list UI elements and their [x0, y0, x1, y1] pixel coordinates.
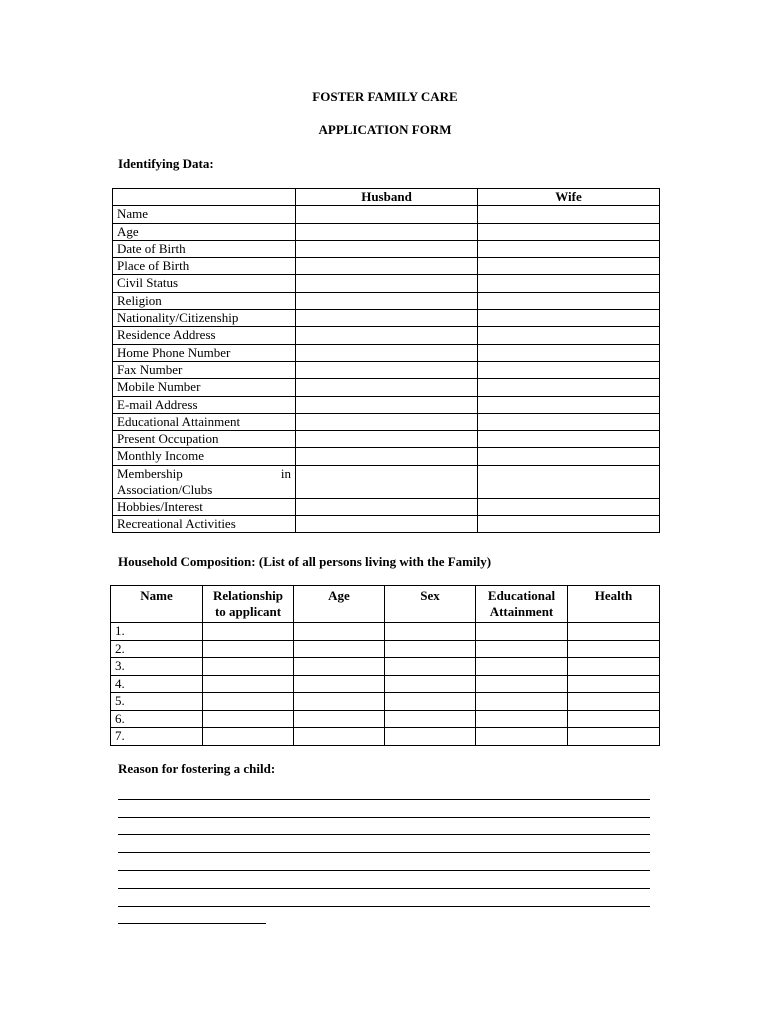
wife-value-cell[interactable] [478, 396, 660, 413]
household-cell[interactable] [476, 623, 568, 641]
row-number[interactable]: 3. [111, 658, 203, 676]
row-number[interactable]: 1. [111, 623, 203, 641]
table-row [113, 498, 660, 515]
household-cell[interactable] [294, 640, 385, 658]
name-column-header: Name [111, 586, 203, 623]
husband-value-cell[interactable] [296, 413, 478, 430]
husband-value-cell[interactable] [296, 465, 478, 498]
table-row [113, 379, 660, 396]
table-row [113, 396, 660, 413]
household-cell[interactable] [385, 640, 476, 658]
field-label: E-mail Address [113, 396, 296, 413]
field-label: Home Phone Number [113, 344, 296, 361]
husband-value-cell[interactable] [296, 310, 478, 327]
husband-value-cell[interactable] [296, 240, 478, 257]
household-cell[interactable] [203, 728, 294, 746]
wife-value-cell[interactable] [478, 310, 660, 327]
wife-value-cell[interactable] [478, 465, 660, 498]
row-number[interactable]: 4. [111, 675, 203, 693]
household-cell[interactable] [203, 658, 294, 676]
field-label: Age [113, 223, 296, 240]
field-label: Religion [113, 292, 296, 309]
household-cell[interactable] [385, 693, 476, 711]
row-number[interactable]: 7. [111, 728, 203, 746]
household-cell[interactable] [294, 658, 385, 676]
table-row [113, 310, 660, 327]
field-label: Residence Address [113, 327, 296, 344]
husband-value-cell[interactable] [296, 516, 478, 533]
answer-line[interactable] [118, 853, 650, 871]
wife-value-cell[interactable] [478, 258, 660, 275]
wife-value-cell[interactable] [478, 240, 660, 257]
educational-attainment-column-header: Educational Attainment [476, 586, 568, 623]
household-cell[interactable] [476, 710, 568, 728]
husband-value-cell[interactable] [296, 327, 478, 344]
answer-line[interactable] [118, 835, 650, 853]
answer-line[interactable] [118, 818, 650, 836]
wife-value-cell[interactable] [478, 413, 660, 430]
wife-value-cell[interactable] [478, 498, 660, 515]
table-row [111, 623, 660, 641]
table-row [113, 431, 660, 448]
table-row [111, 693, 660, 711]
field-label: Civil Status [113, 275, 296, 292]
field-label-membership: Membership in Association/Clubs [113, 465, 296, 498]
row-number[interactable]: 6. [111, 710, 203, 728]
husband-value-cell[interactable] [296, 396, 478, 413]
relationship-column-header: Relationship to applicant [203, 586, 294, 623]
household-cell[interactable] [203, 640, 294, 658]
wife-value-cell[interactable] [478, 448, 660, 465]
field-label: Place of Birth [113, 258, 296, 275]
household-cell[interactable] [476, 693, 568, 711]
table-row [113, 465, 660, 498]
table-row [113, 275, 660, 292]
husband-value-cell[interactable] [296, 258, 478, 275]
sex-column-header: Sex [385, 586, 476, 623]
table-row [113, 327, 660, 344]
husband-column-header: Husband [296, 189, 478, 206]
answer-line[interactable] [118, 800, 650, 818]
household-cell[interactable] [294, 710, 385, 728]
husband-value-cell[interactable] [296, 448, 478, 465]
field-label: Fax Number [113, 361, 296, 378]
wife-value-cell[interactable] [478, 379, 660, 396]
household-cell[interactable] [385, 710, 476, 728]
household-cell[interactable] [203, 710, 294, 728]
health-column-header: Health [568, 586, 660, 623]
answer-line[interactable] [118, 782, 650, 800]
husband-value-cell[interactable] [296, 498, 478, 515]
answer-line[interactable] [118, 889, 650, 907]
wife-value-cell[interactable] [478, 292, 660, 309]
field-label: Present Occupation [113, 431, 296, 448]
household-composition-heading: Household Composition: (List of all persons living with the Family) [118, 554, 492, 569]
household-cell[interactable] [385, 675, 476, 693]
household-cell[interactable] [476, 658, 568, 676]
table-row [113, 516, 660, 533]
field-label: Name [113, 206, 296, 223]
field-label: Monthly Income [113, 448, 296, 465]
field-label: Date of Birth [113, 240, 296, 257]
form-subtitle: APPLICATION FORM [318, 122, 452, 137]
household-cell[interactable] [568, 623, 660, 641]
household-cell[interactable] [385, 658, 476, 676]
table-row [111, 675, 660, 693]
household-cell[interactable] [568, 675, 660, 693]
table-row [113, 361, 660, 378]
household-cell[interactable] [294, 693, 385, 711]
husband-value-cell[interactable] [296, 379, 478, 396]
household-cell[interactable] [385, 623, 476, 641]
table-row [111, 640, 660, 658]
household-cell[interactable] [294, 675, 385, 693]
household-cell[interactable] [203, 675, 294, 693]
household-composition-table [110, 585, 660, 746]
reason-heading: Reason for fostering a child: [118, 761, 276, 776]
husband-value-cell[interactable] [296, 344, 478, 361]
reason-answer-lines [118, 782, 650, 924]
household-cell[interactable] [476, 640, 568, 658]
answer-line[interactable] [118, 871, 650, 889]
husband-value-cell[interactable] [296, 275, 478, 292]
wife-value-cell[interactable] [478, 327, 660, 344]
table-row [113, 258, 660, 275]
household-cell[interactable] [568, 640, 660, 658]
identifying-data-table [112, 188, 660, 533]
table-row [113, 223, 660, 240]
household-cell[interactable] [568, 710, 660, 728]
field-label: Educational Attainment [113, 413, 296, 430]
table-row [113, 240, 660, 257]
household-cell[interactable] [203, 623, 294, 641]
wife-value-cell[interactable] [478, 516, 660, 533]
husband-value-cell[interactable] [296, 223, 478, 240]
table-row [111, 658, 660, 676]
row-number[interactable]: 5. [111, 693, 203, 711]
husband-value-cell[interactable] [296, 431, 478, 448]
field-label: Recreational Activities [113, 516, 296, 533]
household-cell[interactable] [476, 675, 568, 693]
table-row [113, 344, 660, 361]
field-label: Mobile Number [113, 379, 296, 396]
household-cell[interactable] [476, 728, 568, 746]
husband-value-cell[interactable] [296, 292, 478, 309]
wife-value-cell[interactable] [478, 361, 660, 378]
field-label: Nationality/Citizenship [113, 310, 296, 327]
wife-column-header: Wife [478, 189, 660, 206]
table-row [113, 206, 660, 223]
row-number[interactable]: 2. [111, 640, 203, 658]
household-cell[interactable] [568, 693, 660, 711]
wife-value-cell[interactable] [478, 206, 660, 223]
wife-value-cell[interactable] [478, 275, 660, 292]
husband-value-cell[interactable] [296, 361, 478, 378]
field-label: Hobbies/Interest [113, 498, 296, 515]
wife-value-cell[interactable] [478, 431, 660, 448]
identifying-data-heading: Identifying Data: [118, 156, 214, 171]
table-row [113, 413, 660, 430]
table-row [111, 710, 660, 728]
household-cell[interactable] [294, 728, 385, 746]
wife-value-cell[interactable] [478, 344, 660, 361]
household-cell[interactable] [294, 623, 385, 641]
form-title: FOSTER FAMILY CARE [312, 89, 458, 104]
answer-line[interactable] [118, 907, 266, 925]
age-column-header: Age [294, 586, 385, 623]
table-row [111, 728, 660, 746]
husband-value-cell[interactable] [296, 206, 478, 223]
household-cell[interactable] [385, 728, 476, 746]
wife-value-cell[interactable] [478, 223, 660, 240]
household-cell[interactable] [203, 693, 294, 711]
household-cell[interactable] [568, 658, 660, 676]
blank-header-cell [113, 189, 296, 206]
household-cell[interactable] [568, 728, 660, 746]
table-row [113, 292, 660, 309]
table-row [113, 448, 660, 465]
